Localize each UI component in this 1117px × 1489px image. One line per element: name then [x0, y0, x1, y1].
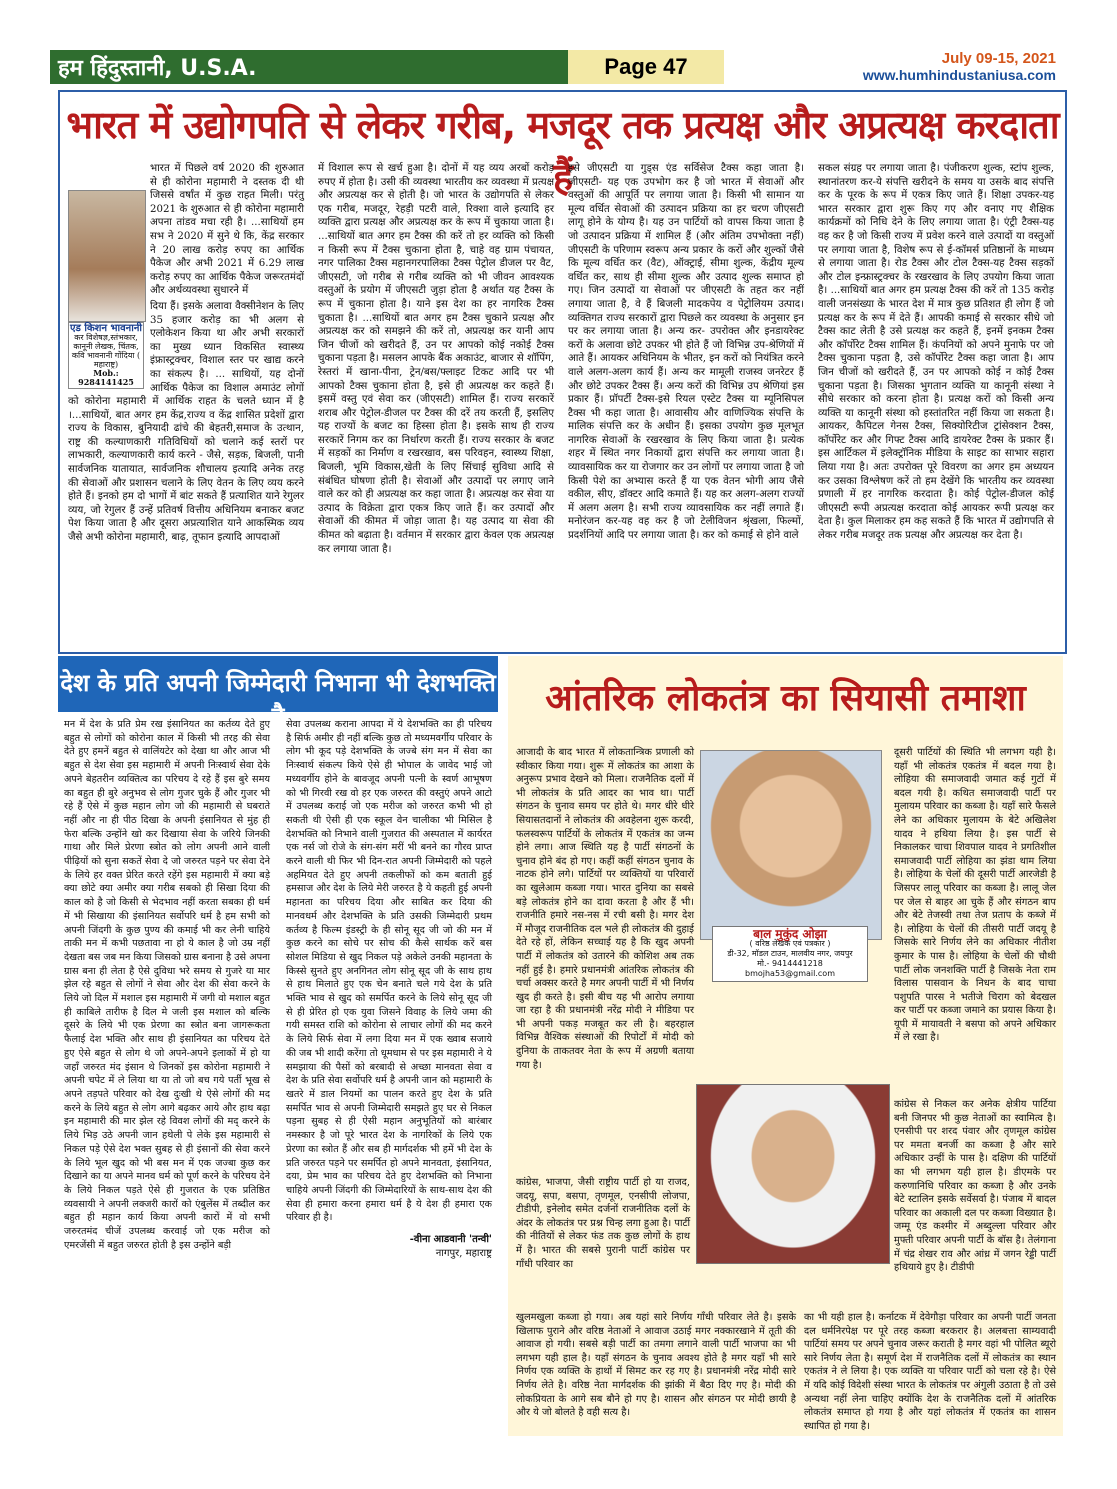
- article-internal-democracy: [508, 656, 1063, 1436]
- article-headline: आंतरिक लोकतंत्र का सियासी तमाशा: [545, 678, 1026, 719]
- paragraph: दूसरी पार्टियों की स्थिति भी लगभग यही है। यहाँ भी लोकतंत्र एकतंत्र में बदल गया है। लोहिया की समाजवादी जमात कई गुटों में बदल गयी है। कथित समाजवादी पार्टी पर मुलायम परिवार का कब्जा है। यहाँ सारे फैसले लेने का अधिकार मुलायम के बेटे अखिलेश यादव ने हथिया लिया है। इस पार्टी से निकालकर चाचा शिवपाल यादव ने प्रगतिशील समाजवादी पार्टी लोहिया का झंडा थाम लिया है। लोहिया के चेलों की दूसरी पार्टी आरजेडी है जिसपर लालू परिवार का कब्जा है। लालू जेल पर जेल से बाहर आ चुके हैं और संगठन बाप और बेटे तेजस्वी तथा तेज प्रताप के कब्जे में है। लोहिया के चेलों की तीसरी पार्टी जदयू है जिसके सारे निर्णय लेने का अधिकार नीतीश कुमार के पास है। लोहिया के चेलों की चौथी पार्टी लोक जनशक्ति पार्टी है जिसके नेता राम विलास पासवान के निधन के बाद चाचा पशुपति पारस ने भतीजे चिराग को बेदखल कर पार्टी पर कब्जा जमाने का प्रयास किया है। यूपी में मायावती ने बसपा को अपने अधिकार में ले रखा है।: [894, 747, 1056, 1044]
- article-column-bottom-left: [516, 1311, 796, 1426]
- author-photo: [700, 750, 880, 998]
- article-column-2: [318, 162, 554, 644]
- headline-band: [58, 656, 498, 730]
- article-column-left-top: [516, 746, 694, 1166]
- article-column-right-top: [894, 746, 1056, 1091]
- paragraph: का भी यही हाल है। कर्नाटक में देवेगौड़ा परिवार का अपनी पार्टी जनता दल धर्मनिरपेक्ष पर पूरे तरह कब्जा बरकरार है। अलबत्ता साम्यवादी पार्टियां समय पर अपने चुनाव जरूर कराती है मगर वहां भी पोलित ब्यूरो सारे निर्णय लेता है। समूर्ण देश में राजनैतिक दलों में लोकतंत्र का स्थान एकतंत्र ने ले लिया है। एक व्यक्ति या परिवार पार्टी को चला रहे है। ऐसे में यदि कोई विदेशी संस्था भारत के लोकतंत्र पर अंगुली उठाता है तो उसे अन्यथा नहीं लेना चाहिए क्योंकि देश के राजनैतिक दलों में आंतरिक लोकतंत्र समाप्त हो गया है और यहां लोकतंत्र में एकतंत्र का शासन स्थापित हो गया है।: [804, 1312, 1056, 1432]
- paragraph: दिया हैं। इसके अलावा वैक्सीनेशन के लिए 35 हजार करोड़ का भी अलग से एलोकेशन किया था और अभी सरकारों का मुख्य ध्यान विकसित स्वास्थ्य इंफ्रास्ट्रक्चर, विशाल स्तर पर खाद्य करने का संकल्प है। ... साथियों, यह दोनों आर्थिक पैकेज का विशाल अमाउंट लोगों को कोरोना महामारी में आर्थिक राहत के चलते ध्यान में है ।...साथियों, बात अगर हम केंद्र,राज्य व केंद्र शासित प्रदेशों द्वारा राज्य के विकास, बुनियादी ढांचे की बेहतरी,समाज के उत्थान, राष्ट्र की कल्याणकारी गतिविधियों को चलाने कई स्तरों पर लाभकारी, कल्याणकारी कार्य करने - जैसे, सड़क, बिजली, पानी सार्वजनिक यातायात, सार्वजनिक शौचालय इत्यादि अनेक तरह की सेवाओं और प्रशासन चलाने के लिए वेतन के लिए व्यय करने होते हैं। इनको हम दो भागों में बांट सकते हैं प्रत्याशित याने रेगुलर व्यय, जो रेगुलर हैं उन्हें प्रतिवर्ष वित्तीय अधिनियम बनाकर बजट पेश किया जाता है और दूसरा अप्रत्याशित याने आकस्मिक व्यय जैसे अभी कोरोना महामारी, बाढ़, तूफान इत्यादि आपदाओं: [68, 300, 304, 544]
- article-headline: भारत में उद्योगपति से लेकर गरीब, मजदूर तक प्रत्यक्ष और अप्रत्यक्ष करदाता हैं: [66, 103, 1059, 199]
- masthead: [50, 50, 1070, 84]
- article-body: [516, 746, 1056, 1432]
- masthead-date-box: [724, 50, 1070, 84]
- article-column-1: [68, 162, 304, 644]
- article-taxpayers: [58, 90, 1067, 654]
- paragraph: कांग्रेस से निकल कर अनेक क्षेत्रीय पार्टिया बनी जिनपर भी कुछ नेताओं का स्वामित्व है। एनसीपी पर शरद पंवार और तृणमूल कांग्रेस पर ममता बनर्जी का कब्जा है और सारे अधिकार उन्हीं के पास है। दक्षिण की पार्टियों का भी लगभग यही हाल है। डीएमके पर करुणानिधि परिवार का कब्जा है और उनके बेटे स्टालिन इसके सर्वेसर्वा है। पंजाब में बादल परिवार का अकाली दल पर कब्जा विख्यात है। जम्मू एंड कश्मीर में अब्दुल्ला परिवार और मुफ्ती परिवार अपनी पार्टी के बॉस है। तेलंगाना में चंद्र शेखर राव और आंध्र में जगन रेड्डी पार्टी हथियाये हुए है। टीडीपी: [894, 1099, 1056, 1274]
- byline: -वीना आडवानी 'तन्वी': [409, 1234, 492, 1246]
- author-photo: [68, 190, 144, 388]
- website-link[interactable]: www.humhindustaniusa.com: [862, 67, 1056, 83]
- byline-place: नागपुर, महाराष्ट्र: [435, 1247, 492, 1259]
- author-name: बाल मुकुंद ओझा: [753, 927, 827, 941]
- article-body: [68, 162, 1058, 644]
- article-column-4: [818, 162, 1054, 644]
- author-caption: [712, 926, 868, 982]
- paragraph: सकल संग्रह पर लगाया जाता है। पंजीकरण शुल्क, स्टांप शुल्क, स्थानांतरण कर-ये संपत्ति खरीदने के समय या उसके बाद संपत्ति कर के पूरक के रूप में एकत्र किए जाते हैं। शिक्षा उपकर-यह भारत सरकार द्वारा शुरू किए गए और वनाए गए शैक्षिक कार्यक्रमों को निधि देने के लिए लगाया जाता है। एंट्री टैक्स-यह वह कर है जो किसी राज्य में प्रवेश करने वाले उत्पादों या वस्तुओं पर लगाया जाता है, विशेष रूप से ई-कॉमर्स प्रतिष्ठानों के माध्यम से लगाया जाता है। रोड टैक्स और टोल टैक्स-यह टैक्स सड़कों और टोल इन्फ्रास्ट्रक्चर के रखरखाव के लिए उपयोग किया जाता है। ...साथियों बात अगर हम प्रत्यक्ष टैक्स की करें तो 135 करोड़ वाली जनसंख्या के भारत देश में मात्र कुछ प्रतिशत ही लोग हैं जो प्रत्यक्ष कर के रूप में देते हैं। आपकी कमाई से सरकार सीधे जो टैक्स काट लेती है उसे प्रत्यक्ष कर कहते हैं, इनमें इनकम टैक्स और कॉर्पोरेट टैक्स शामिल हैं। कंपनियों को अपने मुनाफे पर जो टैक्स चुकाना पड़ता है, उसे कॉर्पोरेट टैक्स कहा जाता है। आप जिन चीजों को खरीदते हैं, उन पर आपको कोई न कोई टैक्स चुकाना पड़ता है। जिसका भुगतान व्यक्ति या कानूनी संस्था ने सीधे सरकार को करना होता है। प्रत्यक्ष करों को किसी अन्य व्यक्ति या कानूनी संस्था को हस्तांतरित नहीं किया जा सकता है। आयकर, कैपिटल गेनस टैक्स, सिक्योरिटीज ट्रांसेक्शन टैक्स, कॉर्पोरेट कर और गिफ्ट टैक्स आदि डायरेक्ट टैक्स के प्रकार हैं। इस आर्टिकल में इलेक्ट्रॉनिक मीडिया के साइट का साभार सहारा लिया गया है। अतः उपरोक्त पूरे विवरण का अगर हम अध्ययन कर उसका विश्लेषण करें तो हम देखेंगे कि भारतीय कर व्यवस्था प्रणाली में हर नागरिक करदाता है। कोई पेट्रोल-डीजल कोई जीएसटी रूपी अप्रत्यक्ष करदाता कोई आयकर रूपी प्रत्यक्ष कर देता है। कुल मिलाकर हम कह सकते हैं कि भारत में उद्योगपति से लेकर गरीब मजदूर तक प्रत्यक्ष और अप्रत्यक्ष कर देता है।: [818, 163, 1054, 542]
- paragraph: में विशाल रूप से खर्च हुआ है। दोनों में यह व्यय अरबों करोड़ रुपए में होता है। उसी की व्यवस्था भारतीय कर व्यवस्था में प्रत्यक्ष और अप्रत्यक्ष कर से होती है। जो भारत के उद्योगपति से लेकर एक गरीब, मजदूर, रेहड़ी पटरी वाले, रिक्शा वाले इत्यादि हर व्यक्ति द्वारा प्रत्यक्ष और अप्रत्यक्ष कर के रूप में चुकाया जाता है। ...साथियों बात अगर हम टैक्स की करें तो हर व्यक्ति को किसी न किसी रूप में टैक्स चुकाना होता है, चाहे वह ग्राम पंचायत, नगर पालिका टैक्स महानगरपालिका टैक्स पेट्रोल डीजल पर वैट, जीएसटी, जो गरीब से गरीब व्यक्ति को भी जीवन आवश्यक वस्तुओं के प्रयोग में जीएसटी जुड़ा होता है अर्थात यह टैक्स के रूप में चुकाना होता है। याने इस देश का हर नागरिक टैक्स चुकाता है। ...साथियों बात अगर हम टैक्स चुकाने प्रत्यक्ष और अप्रत्यक्ष कर को समझने की करें तो, अप्रत्यक्ष कर यानी आप जिन चीजों को खरीदते हैं, उन पर आपको कोई नकोई टैक्स चुकाना पड़ता है। मसलन आपके बैंक अकाउंट, बाजार से शॉपिंग, रेस्तरां में खाना-पीना, ट्रेन/बस/फ्लाइट टिकट आदि पर भी आपको टैक्स चुकाना होता है, इसे ही अप्रत्यक्ष कर कहते हैं। इसमें वस्तु एवं सेवा कर (जीएसटी) शामिल हैं। राज्य सरकारें शराब और पेट्रोल-डीजल पर टैक्स की दरें तय करती हैं, इसलिए यह राज्यों के बजट का हिस्सा होता है। इसके साथ ही राज्य सरकारें निगम कर का निर्धारण करती हैं। राज्य सरकार के बजट में सड़कों का निर्माण व रखरखाव, बस परिवहन, स्वास्थ्य शिक्षा, बिजली, भूमि विकास,खेती के लिए सिंचाई सुविधा आदि से संबंधित घोषणा होती है। सेवाओं और उत्पादों पर लगाए जाने वाले कर को ही अप्रत्यक्ष कर कहा जाता है। अप्रत्यक्ष कर सेवा या उत्पाद के विक्रेता द्वारा एकत्र किए जाते हैं। कर उत्पादों और सेवाओं की कीमत में जोड़ा जाता है। यह उत्पाद या सेवा की कीमत को बढ़ाता है। वर्तमान में सरकार द्वारा केवल एक अप्रत्यक्ष कर लगाया जाता है।: [318, 163, 554, 555]
- article-column-right-mid: [894, 1098, 1056, 1308]
- author-name: एड किशन भावनानी: [70, 323, 142, 334]
- article-body: [64, 718, 494, 1428]
- issue-date: July 09-15, 2021: [941, 50, 1056, 67]
- article-column-3: [568, 162, 804, 644]
- page-number: Page 47: [568, 50, 724, 84]
- author-address: डी-32, मॉडल टाउन, मालवीय नगर, जयपुर: [727, 949, 853, 958]
- article-column-left-mid: [516, 1176, 690, 1304]
- paragraph: कांग्रेस, भाजपा, जैसी राष्ट्रीय पार्टी हो या राजद, जदयू, सपा, बसपा, तृणमूल, एनसीपी लोजपा, टीडीपी, इनेलोद समेत दर्जनों राजनीतिक दलों के अंदर के लोकतंत्र पर प्रश्न चिन्ह लगा हुआ है। पार्टी की नीतियों से लेकर फंड तक कुछ लोगों के हाथ में है। भारत की सबसे पुरानी पार्टी कांग्रेस पर गाँधी परिवार का: [516, 1177, 690, 1270]
- author-email: bmojha53@gmail.com: [745, 969, 835, 978]
- politician-photo: [696, 1084, 890, 1264]
- paragraph: इसे जीएसटी या गुड्स एंड सर्विसेज टैक्स कहा जाता है। जीएसटी- यह एक उपभोग कर है जो भारत में सेवाओं और वस्तुओं की आपूर्ति पर लगाया जाता है। किसी भी सामान या मूल्य वर्धित सेवाओं की उत्पादन प्रक्रिया का हर चरण जीएसटी लागू होने के योग्य है। यह उन पार्टियों को वापस किया जाता है जो उत्पादन प्रक्रिया में शामिल हैं (और अंतिम उपभोक्ता नहीं) जीएसटी के परिणाम स्वरूप अन्य प्रकार के करों और शुल्कों जैसे कि मूल्य वर्धित कर (वैट), ऑक्ट्राई, सीमा शुल्क, केंद्रीय मूल्य वर्धित कर, साथ ही सीमा शुल्क और उत्पाद शुल्क समाप्त हो गए। जिन उत्पादों या सेवाओं पर जीएसटी के तहत कर नहीं लगाया जाता है, वे हैं बिजली मादकपेय व पेट्रोलियम उत्पाद। व्यक्तिगत राज्य सरकारों द्वारा पिछले कर व्यवस्था के अनुसार इन पर कर लगाया जाता है। अन्य कर- उपरोक्त और इनडायरेक्ट करों के अलावा छोटे उपकर भी होते हैं जो विभिन्न उप-श्रेणियों में आते हैं। आयकर अधिनियम के भीतर, इन करों को नियंत्रित करने वाले अलग-अलग कार्य हैं। अन्य कर मामूली राजस्व जनरेटर हैं और छोटे उपकर टैक्स हैं। अन्य करों की विभिन्न उप श्रेणियां इस प्रकार हैं। प्रॉपर्टी टैक्स-इसे रियल एस्टेट टैक्स या म्यूनिसिपल टैक्स भी कहा जाता है। आवासीय और वाणिज्यिक संपत्ति के मालिक संपत्ति कर के अधीन हैं। इसका उपयोग कुछ मूलभूत नागरिक सेवाओं के रखरखाव के लिए किया जाता है। प्रत्येक शहर में स्थित नगर निकायों द्वारा संपत्ति कर लगाया जाता है। व्यावसायिक कर या रोजगार कर उन लोगों पर लगाया जाता है जो किसी पेशे का अभ्यास करते हैं या एक वेतन भोगी आय जैसे वकील, सीए, डॉक्टर आदि कमाते हैं। यह कर अलग-अलग राज्यों में अलग अलग है। सभी राज्य व्यावसायिक कर नहीं लगाते हैं। मनोरंजन कर-यह वह कर है जो टेलीविजन श्रृंखला, फिल्मों, प्रदर्शनियों आदि पर लगाया जाता है। कर को कमाई से होने वाले: [568, 163, 804, 542]
- article-column-2: [286, 718, 492, 1428]
- author-mobile: Mob.: 9284141425: [78, 368, 134, 387]
- author-portrait-image: [700, 750, 882, 940]
- article-headline: देश के प्रति अपनी जिम्मेदारी निभाना भी देशभक्ति है: [60, 669, 496, 730]
- author-description: ( वरिष्ठ लेखक एवं पत्रकार ): [749, 939, 831, 948]
- paragraph: सेवा उपलब्ध कराना आपदा में ये देशभक्ति का ही परिचय है सिर्फ अमीर ही नहीं बल्कि कुछ तो मध्यमवर्गीय परिवार के लोग भी कूद पड़े देशभक्ति के जज्बे संग मन में सेवा का निःस्वार्थ संकल्प किये ऐसे ही भोपाल के जावेद भाई जो मध्यवर्गीय होने के बावजूद अपनी पत्नी के स्वर्ण आभूषण को भी गिरवी रख वो हर एक जरुरत की वस्तुएं अपने आटो में उपलब्ध कराई जो एक मरीज को जरुरत कभी भी हो सकती थी ऐसी ही एक स्कूल वेन चालीका भी मिसिल है देशभक्ति को निभाने वाली गुजरात की अस्पताल में कार्यरत एक नर्स जो रोजे के संग-संग मरीं भी बनने का गौरव प्राप्त करने वाली थी फिर भी दिन-रात अपनी जिम्मेदारी को पहले अहमियत देते हुए अपनी तकलीफों को कम बताती हुई हमसाज और देश के लिये मेरी जरुरत है ये कहती हुई अपनी महानता का परिचय दिया और साबित कर दिया की मानवधर्म और देशभक्ति के प्रति उसकी जिम्मेदारी प्रथम कर्तव्य है फिल्म इंडस्ट्री के ही सोनू सूद जी जो की मन में कुछ करने का सोचे पर सोच की कैसे सार्थक करें बस सोशल मिडिया से खुद निकल पड़े अकेले उनकी महानता के किस्से सुनते हुए अनगिनत लोग सोनू सूद जी के साथ हाथ से हाथ मिलाते हुए एक चेन बनाते चले गये देश के प्रति भक्ति भाव से खुद को समर्पित करने के लिये सोनू सूद जी से ही प्रेरित हो एक युवा जिसने विवाह के लिये जमा की गयी समस्त राशि को कोरोना से लाचार लोगों की मद करने के लिये सिर्फ सेवा में लगा दिया मन में एक ख्वाब सजाये की जब भी शादी करेंगा तो धूमधाम से पर इस महामारी ने ये समझाया की पैसों को बरबादी से अच्छा मानवता सेवा व देश के प्रति सेवा सर्वोपरि धर्म है अपनी जान को महामारी के खतरे में डाल नियमों का पालन करते हुए देश के प्रति समर्पित भाव से अपनी जिम्मेदारी समझते हुए घर से निकल पड़ना सुबह से ही ऐसी महान अनुभूतियों को बारंबार नमस्कार है जो पूरे भारत देश के नागरिकों के लिये एक प्रेरणा का स्त्रोत हैं और सब ही मार्गदर्शक भी हमें भी देश के प्रति जरुरत पड़ने पर समर्पित हो अपने मानवता, इंसानियत, दया, प्रेम भाव का परिचय देते हुए देशभक्ति को निभाना चाहिये अपनी जिंदगी की जिम्मेदारियों के साथ-साथ देश की सेवा ही हमारा करना हमारा धर्म है ये देश ही हमारा एक परिवार ही है।: [286, 719, 493, 1224]
- author-mobile: मो.- 9414441218: [757, 959, 823, 968]
- author-description: कर विशेषज्ञ,स्तंभकार, कानूनी लेखक, चिंतक, कवि भावनानी गोंदिया ( महाराष्ट्र): [71, 333, 141, 369]
- article-column-1: [64, 718, 270, 1428]
- masthead-brand: हम हिंदुस्तानी, U.S.A.: [58, 56, 257, 81]
- paragraph: मन में देश के प्रति प्रेम रख इंसानियत का कर्तव्य देते हुए बहुत से लोगों को कोरोना काल में किसी भी तरह की सेवा देते हुए हमनें बहुत से वालिंयटेर को देखा था और आज भी बहुत से देश सेवा इस महामारी में अपनी निःस्वार्थ सेवा देके अपने बेहतरीन व्यक्तित्व का परिचय दे रहे हैं इस बुरे समय का बहुत ही बुरे अनुभव से लोग गुजर चुके हैं और गुजर भी रहे हैं ऐसे में कुछ महान लोग जो की महामारी से घबराते नहीं और ना ही पीठ दिखा के अपनी इंसानियत से मुंह ही फेरा बल्कि उन्होंने खो कर दिखाया सेवा के जरिये जिनकी गाथा और मिले प्रेरणा स्त्रोत को लोग अपनी आने वाली पीढ़ियों को सुना सकतें सेवा दे जो जरुरत पड़ने पर सेवा देने के लिये हर वक्त प्रेरित करते रहेंगे इस महामारी में क्या बड़े क्या छोटे क्या अमीर क्या गरीब सबको ही सिखा दिया की काल को है जो किसी से भेदभाव नहीं करता सबका ही धर्म में भी सिखाया की इंसानियत सर्वोपरि धर्म है हम सभी को अपनी जिंदगी के कुछ पुण्य की कमाई भी कर लेनी चाहिये ताकी मन में कभी पछतावा ना हो ये काल है जो उम्र नहीं देखता बस जब मन किया जिसको ग्रास बनाना है उसे अपना ग्रास बना ही लेता है ऐसे दुविधा भरे समय से गुजरे या मार झेल रहे बहुत से लोगों ने सेवा और देश की सेवा करने के लिये जो दिल में मशाल इस महामारी में जगी वो मशाल बहुत ही काबिले तारीफ है दिल मे जली इस मशाल को बल्कि दूसरे के लिये भी एक प्रेरणा का स्त्रोत बना जागरूकता फैलाई देश भक्ति और साथ ही इंसानियत का परिचय देते हुए ऐसे बहुत से लोग थे जो अपने-अपने इलाकों में हो या जहाँ जरुरत मंद इंसान थे जिनकों इस कोरोना महामारी ने अपनी चपेट में ले लिया था या तो जो बच गये पर्ती भूख से अपने तड़पते परिवार को देख दुःखी थे ऐसे लोगों की मद करने के लिये बहुत से लोग आगे बढ़कर आये और हाथ बढ़ा इन महामारी की मार झेल रहे विवश लोगों की मद् करने के लिये भिड़ उठे अपनी जान हथेली पे लेके इस महामारी से निकल पड़े ऐसे देश भक्त सुबह से ही इंसानों की सेवा करने के लिये भूल खुद को भी बस मन में एक जज्बा कुछ कर दिखाने का या अपने मानव धर्म को पूर्ण करने के परिचय देने के लिये निकल पड़ते ऐसे ही गुजरात के एक प्रतिष्ठित व्यवसायी ने अपनी लक्जरी कारों को एंबुलेंस में तब्दील कर बहुत ही महान कार्य किया अपनी कारों में वो सभी जरुरतमंद चीजें उपलब्ध करवाई जो एक मरीज को एमरजेंसी में बहुत जरुरत होती है इस उन्होंने बड़ी: [64, 719, 270, 1251]
- paragraph: खुलमखुला कब्जा हो गया। अब यहां सारे निर्णय गाँधी परिवार लेते है। इसके खिलाफ पुराने और वरिष्ठ नेताओं ने आवाज उठाई मगर नक्कारखाने में तूती की आवाज हो गयी। सबसे बड़ी पार्टी का तमगा लगाने वाली पार्टी भाजपा का भी लगभग यही हाल है। यहाँ संगठन के चुनाव अवश्य होते है मगर यहाँ भी सारे निर्णय एक व्यक्ति के हाथों में सिमट कर रह गए है। प्रधानमंत्री नरेंद्र मोदी सारे निर्णय लेते है। वरिष्ठ नेता मार्गदर्शक की झांकी में बैठा दिए गए है। मोदी की लोकप्रियता के आगे सब बौने हो गए है। शासन और संगठन पर मोदी छायी है और ये जो बोलते है वही सत्य है।: [516, 1312, 796, 1419]
- paragraph: भारत में पिछले वर्ष 2020 की शुरुआत से ही कोरोना महामारी ने दस्तक दी थी जिससे वर्षांत में कुछ राहत मिली। परंतु 2021 के शुरुआत से ही कोरोना महामारी अपना तांडव मचा रही है। ...साथियों हम सभ ने 2020 में सुने थे कि, केंद्र सरकार ने 20 लाख करोड़ रुपए का आर्थिक पैकेज और अभी 2021 में 6.29 लाख करोड़ रुपए का आर्थिक पैकेज जरूरतमंदों और अर्थव्यवस्था सुधारने में: [150, 163, 304, 297]
- author-caption: [68, 322, 144, 389]
- article-column-bottom-right: [804, 1311, 1056, 1432]
- author-portrait-image: [68, 190, 146, 322]
- paragraph: आजादी के बाद भारत में लोकतान्त्रिक प्रणाली को स्वीकार किया गया। शुरू में लोकतंत्र का आशा के अनुरूप प्रभाव देखने को मिला। राजनैतिक दलों में भी लोकतंत्र के प्रति आदर का भाव था। पार्टी संगठन के चुनाव समय पर होते थे। मगर धीरे धीरे सियासतदानों ने लोकतंत्र की अवहेलना शुरू करदी, फलस्वरूप पार्टियों के लोकतंत्र में एकतंत्र का जन्म होने लगा। आज स्थिति यह है पार्टी संगठनों के चुनाव होने बंद हो गए। कहीं कहीं संगठन चुनाव के नाटक होने लगे। पार्टियों पर व्यक्तियों या परिवारों का खुलेआम कब्जा गया। भारत दुनिया का सबसे बड़े लोकतंत्र होने का दावा करता है और हैं भी। राजनीति हमारे नस-नस में रची बसी है। मगर देश में मौजूद राजनीतिक दल भले ही लोकतंत्र की दुहाई देते रहे हों, लेकिन सच्चाई यह है कि खुद अपनी पार्टी में लोकतंत्र को उतारने की कोशिश अब तक नहीं हुई है। हमारे प्रधानमंत्री आंतरिक लोकतंत्र की चर्चा अक्सर करते है मगर अपनी पार्टी में भी निर्णय खुद ही करते है। इसी बीच यह भी आरोप लगाया जा रहा है की प्रधानमंत्री नरेंद्र मोदी ने मीडिया पर भी अपनी पकड़ मजबूत कर ली है। बहरहाल विभिन्न वैश्विक संस्थाओं की रिपोर्टों में मोदी को दुनिया के ताकतवर नेता के रूप में अग्रणी बताया गया है।: [516, 747, 694, 1071]
- article-patriotism: [58, 656, 498, 1436]
